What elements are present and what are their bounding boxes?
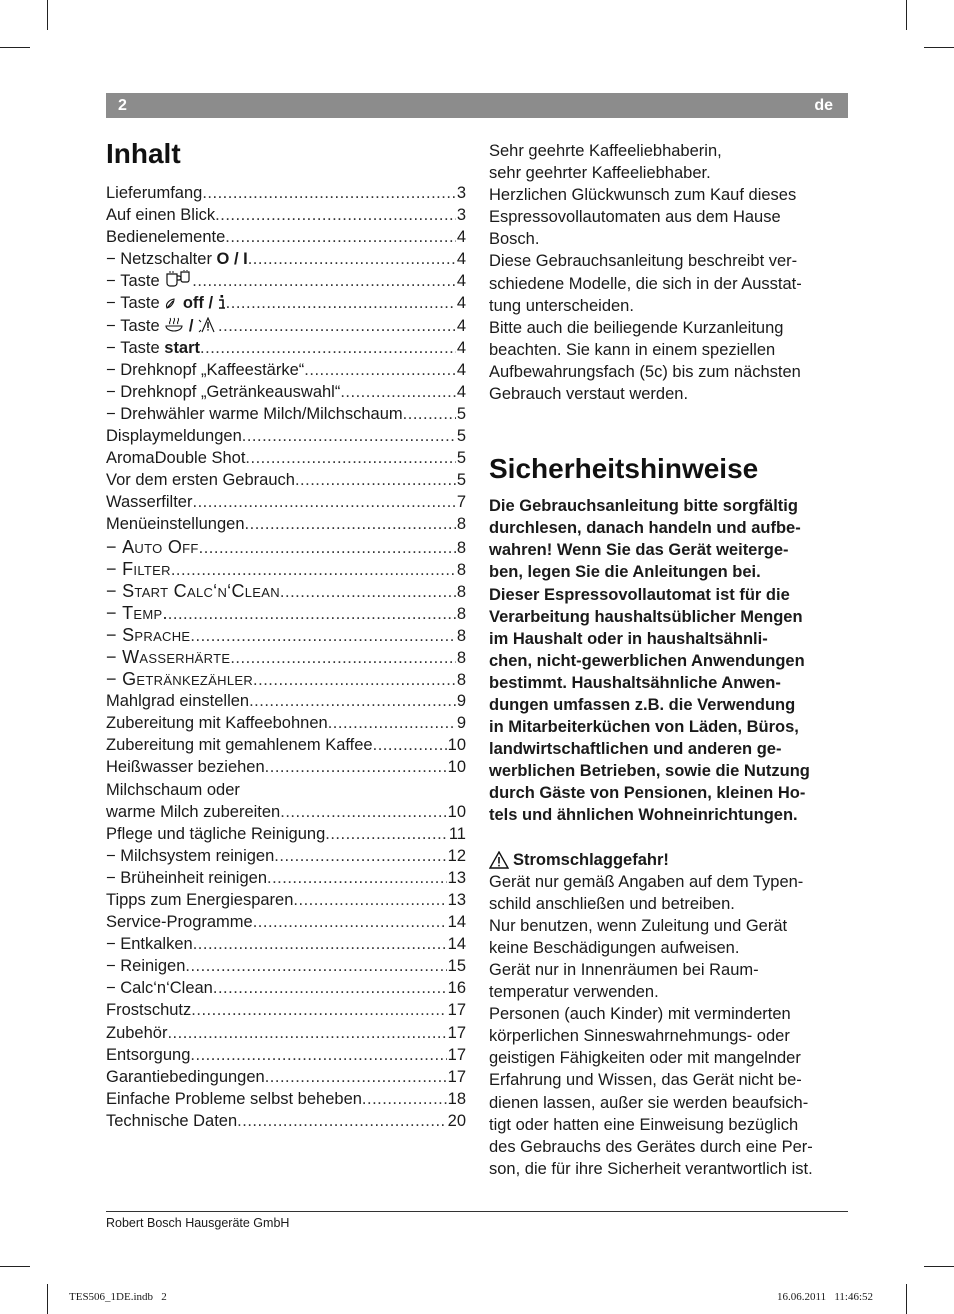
toc-entry-title: − Netzschalter O / I (106, 248, 248, 270)
toc-entry (106, 911, 466, 933)
toc-page-number: 8 (456, 560, 466, 579)
toc-page-number: 17 (447, 1067, 466, 1086)
intro-line: Herzlichen Glückwunsch zum Kauf dieses (489, 186, 797, 205)
intro-line: sehr geehrter Kaffeeliebhaber. (489, 164, 711, 183)
toc-page-number: 3 (456, 206, 466, 225)
toc-leader-dots (293, 889, 446, 911)
toc-leader-dots (190, 625, 455, 646)
toc-entry (106, 624, 466, 646)
warning-line: geistigen Fähigkeiten oder mit mangelnder (489, 1049, 801, 1068)
warning-line: dienen lassen, außer sie werden beaufsich- (489, 1093, 809, 1112)
toc-entry-title: Tipps zum Energiesparen (106, 891, 294, 909)
toc-entry-title: − Temp. (106, 602, 168, 624)
toc-leader-dots (185, 955, 446, 977)
toc-entry (106, 690, 466, 712)
crop-mark (0, 1266, 30, 1267)
toc-page-number: 16 (447, 979, 466, 998)
toc-leader-dots (325, 823, 448, 845)
toc-leader-dots (167, 1022, 446, 1044)
toc-page-number: 4 (456, 294, 466, 313)
toc-entry (106, 315, 466, 337)
toc-entry (106, 359, 466, 381)
toc-entry (106, 403, 466, 425)
toc-leader-dots (265, 1066, 447, 1088)
crop-mark (0, 47, 30, 48)
toc-page-number: 7 (456, 493, 466, 512)
toc-page-number: 8 (456, 538, 466, 557)
toc-entry-title: Technische Daten (106, 1111, 238, 1130)
toc-leader-dots (230, 647, 456, 668)
toc-entry (106, 226, 466, 248)
toc-page-number: 15 (447, 957, 466, 976)
toc-leader-dots (373, 734, 447, 756)
crop-mark (47, 0, 48, 30)
toc-page-number: 5 (456, 449, 466, 468)
toc-entry-title: − Auto Off (106, 536, 199, 558)
warning-line: Gerät nur gemäß Angaben auf dem Typen- (489, 872, 804, 891)
toc-entry-title: Displaymeldungen (106, 427, 242, 446)
page-number: 2 (118, 96, 127, 114)
cup-icon (164, 272, 192, 290)
toc-entry-title: Menüeinstellungen (106, 515, 245, 534)
safety-title: Sicherheitshinweise (489, 453, 759, 485)
toc-entry (106, 823, 466, 845)
toc-entry (106, 801, 466, 823)
toc-entry (106, 447, 466, 469)
toc-entry (106, 999, 466, 1021)
toc-leader-dots (242, 425, 456, 447)
toc-leader-dots (295, 469, 456, 491)
toc-entry (106, 1044, 466, 1066)
safety-intro (489, 495, 847, 826)
toc-entry-title: − Calc‘n‘Clean (106, 977, 213, 999)
intro-line: Espressovollautomaten aus dem Hause (489, 208, 781, 227)
intro-line: beachten. Sie kann in einem speziellen (489, 340, 776, 359)
toc-entry-title: Bedienelemente (106, 228, 226, 247)
toc-page-number: 5 (456, 427, 466, 446)
toc-leader-dots (248, 248, 456, 270)
toc-entry (106, 867, 466, 889)
intro-line: schiedene Modelle, die sich in der Ausstat- (489, 274, 802, 293)
toc-entry-title: − Drehknopf „Getränkeauswahl“ (106, 381, 340, 403)
toc-leader-dots (328, 712, 456, 734)
toc-entry (106, 1110, 466, 1132)
safety-line: Die Gebrauchsanleitung bitte sorgfältig (489, 497, 798, 516)
toc-page-number: 14 (447, 935, 466, 954)
warning-line: des Gebrauchs des Gerätes durch eine Per- (489, 1137, 813, 1156)
warning-heading (489, 849, 847, 871)
toc-page-number: 4 (456, 382, 466, 401)
toc-entry (106, 712, 466, 734)
warning-line: temperatur verwenden. (489, 983, 659, 1002)
safety-line: durchlesen, danach handeln und aufbe- (489, 519, 801, 538)
toc-entry-title: Wasserfilter (106, 493, 193, 512)
toc-page-number: 4 (456, 250, 466, 269)
toc-page-number: 13 (447, 891, 466, 909)
warning-line: Erfahrung und Wissen, das Gerät nicht be- (489, 1071, 802, 1090)
toc-leader-dots (267, 867, 447, 889)
toc-entry-title: − Getränkezähler (106, 668, 253, 690)
toc-entry (106, 889, 466, 911)
crop-mark (906, 0, 907, 30)
toc-entry-title: − Milchsystem reinigen (106, 845, 274, 867)
toc-leader-dots (202, 182, 456, 204)
toc-entry (106, 292, 466, 314)
toc-leader-dots (193, 933, 447, 955)
crop-mark (906, 1284, 907, 1314)
toc-page-number: 8 (456, 626, 466, 645)
toc-leader-dots (249, 690, 456, 712)
toc-page-number: 3 (456, 184, 466, 202)
warning-line: Gerät nur in Innenräumen bei Raum- (489, 961, 759, 979)
toc-leader-dots (403, 403, 456, 425)
crop-mark (924, 1266, 954, 1267)
toc-page-number: 5 (456, 404, 466, 423)
toc-entry-title: Pflege und tägliche Reinigung (106, 824, 326, 843)
warning-triangle-icon (489, 851, 509, 869)
safety-line: chen, nicht-gewerblichen Anwendungen (489, 651, 805, 670)
toc-leader-dots (218, 315, 456, 337)
intro-line: Gebrauch verstaut werden. (489, 385, 689, 404)
info-icon (218, 294, 226, 312)
footer-company: Robert Bosch Hausgeräte GmbH (106, 1216, 290, 1230)
toc-page-number: 4 (456, 360, 466, 379)
toc-entry (106, 270, 466, 292)
toc-leader-dots (245, 513, 456, 535)
print-slug-file: TES506_1DE.indb 2 (69, 1291, 167, 1303)
toc-page-number: 17 (447, 1023, 466, 1042)
toc-entry-title: − Filter (106, 558, 171, 580)
toc-entry (106, 646, 466, 668)
toc-list (106, 182, 466, 1132)
warning-icon (198, 317, 218, 335)
toc-entry (106, 1022, 466, 1044)
toc-entry (106, 933, 466, 955)
footer-rule (106, 1211, 848, 1212)
toc-leader-dots (280, 801, 446, 823)
toc-page-number: 8 (456, 604, 466, 623)
toc-entry-title: − Entkalken (106, 933, 193, 955)
toc-entry-title: Heißwasser beziehen (106, 758, 265, 777)
safety-line: bestimmt. Haushaltsähnliche Anwen- (489, 673, 781, 692)
toc-leader-dots (192, 491, 455, 513)
toc-entry-title: Garantiebedingungen (106, 1067, 265, 1086)
warning-line: schild anschließen und betreiben. (489, 894, 735, 913)
toc-leader-dots (237, 1110, 446, 1132)
toc-entry (106, 734, 466, 756)
toc-page-number: 10 (447, 758, 466, 777)
toc-leader-dots (362, 1088, 447, 1110)
toc-entry (106, 779, 466, 801)
toc-entry-title: − Taste / (106, 315, 218, 337)
toc-leader-dots (225, 226, 456, 248)
toc-page-number: 17 (447, 1001, 466, 1020)
toc-page-number: 4 (456, 272, 466, 291)
toc-entry (106, 182, 466, 204)
toc-leader-dots (171, 559, 456, 580)
toc-entry (106, 580, 466, 602)
toc-entry (106, 513, 466, 535)
toc-entry (106, 602, 466, 624)
toc-title: Inhalt (106, 138, 181, 169)
toc-page-number: 10 (447, 736, 466, 755)
toc-leader-dots (191, 999, 446, 1021)
toc-leader-dots (280, 581, 456, 602)
toc-page-number: 4 (456, 228, 466, 247)
safety-line: dungen umfassen z.B. die Verwendung (489, 695, 796, 714)
toc-page-number: 8 (456, 582, 466, 601)
safety-line: ben, legen Sie die Anleitungen bei. (489, 563, 761, 582)
toc-leader-dots (168, 603, 456, 624)
toc-entry-title: − Sprache (106, 624, 190, 646)
toc-page-number: 5 (456, 471, 466, 490)
toc-entry (106, 558, 466, 580)
toc-page-number: 10 (447, 802, 466, 821)
toc-leader-dots (199, 537, 456, 558)
toc-entry-title: Auf einen Blick (106, 206, 216, 225)
toc-leader-dots (253, 669, 456, 690)
toc-entry (106, 955, 466, 977)
safety-line: landwirtschaftlichen und anderen ge- (489, 740, 782, 759)
language-code: de (814, 96, 833, 114)
toc-page-number: 8 (456, 648, 466, 667)
toc-entry-title: − Start Calc‘n‘Clean (106, 580, 280, 602)
toc-entry-title: Einfache Probleme selbst beheben (106, 1089, 362, 1108)
toc-entry-title: − Reinigen (106, 955, 185, 977)
safety-line: Dieser Espressovollautomat ist für die (489, 585, 790, 604)
toc-entry-title: Zubereitung mit gemahlenem Kaffee (106, 736, 373, 755)
toc-entry (106, 668, 466, 690)
intro-line: Aufbewahrungsfach (5c) bis zum nächsten (489, 362, 801, 381)
toc-page-number: 4 (456, 316, 466, 335)
toc-leader-dots (213, 977, 447, 999)
toc-leader-dots (245, 447, 455, 469)
toc-entry (106, 469, 466, 491)
toc-page-number: 4 (456, 338, 466, 357)
toc-leader-dots (226, 292, 456, 314)
safety-line: im Haushalt oder in haushaltsähnli- (489, 629, 768, 648)
table-of-contents (106, 136, 466, 1132)
toc-page-number: 20 (447, 1111, 466, 1130)
toc-leader-dots (200, 337, 456, 359)
toc-entry-title: − Brüheinheit reinigen (106, 867, 267, 889)
crop-mark (47, 1284, 48, 1314)
toc-leader-dots (215, 204, 456, 226)
safety-line: in Mitarbeiterküchen von Läden, Büros, (489, 718, 799, 737)
warning-title: Stromschlaggefahr! (513, 850, 669, 869)
intro-line: Sehr geehrte Kaffeeliebhaberin, (489, 142, 722, 160)
warning-line: keine Beschädigungen aufweisen. (489, 938, 740, 957)
toc-entry (106, 1088, 466, 1110)
toc-entry-title: Zubereitung mit Kaffeebohnen (106, 714, 328, 733)
warning-line: son, die für ihre Sicherheit verantwortlich ist. (489, 1159, 813, 1178)
toc-leader-dots (192, 270, 456, 292)
intro-text (489, 140, 847, 405)
print-slug-timestamp: 16.06.2011 11:46:52 (777, 1291, 874, 1303)
toc-page-number: 8 (456, 515, 466, 534)
toc-entry-title: − Wasserhärte (106, 646, 230, 668)
toc-entry (106, 204, 466, 226)
warning-text (489, 871, 847, 1180)
intro-line: tung unterscheiden. (489, 296, 634, 315)
safety-line: wahren! Wenn Sie das Gerät weiterge- (489, 541, 789, 560)
safety-line: Verarbeitung haushaltsüblicher Mengen (489, 607, 803, 626)
toc-page-number: 17 (447, 1045, 466, 1064)
steam-icon (164, 317, 184, 335)
toc-entry-title: warme Milch zubereiten (106, 802, 281, 821)
safety-line: durch Gäste von Pensionen, kleinen Ho- (489, 784, 806, 803)
toc-entry-title: Lieferumfang (106, 184, 203, 202)
toc-leader-dots (304, 359, 456, 381)
toc-entry-title: − Taste start (106, 337, 200, 359)
toc-leader-dots (253, 911, 447, 933)
toc-leader-dots (190, 1044, 446, 1066)
toc-page-number: 8 (456, 671, 466, 690)
toc-entry-title: − Taste (106, 270, 192, 292)
safety-line: tels und ähnlichen Wohneinrichtungen. (489, 806, 798, 825)
toc-page-number: 9 (456, 692, 466, 711)
toc-entry (106, 756, 466, 778)
toc-page-number: 18 (447, 1089, 466, 1108)
toc-page-number: 11 (448, 824, 466, 843)
toc-entry (106, 1066, 466, 1088)
aroma-icon (164, 294, 178, 312)
toc-leader-dots (274, 845, 446, 867)
toc-entry-title: − Drehwähler warme Milch/Milchschaum (106, 403, 403, 425)
toc-entry-title: Vor dem ersten Gebrauch (106, 471, 295, 490)
toc-leader-dots (265, 756, 447, 778)
toc-entry-title: Frostschutz (106, 1001, 192, 1020)
toc-page-number: 14 (447, 913, 466, 932)
toc-page-number: 12 (447, 846, 466, 865)
crop-mark (924, 47, 954, 48)
toc-entry (106, 491, 466, 513)
toc-entry (106, 337, 466, 359)
safety-line: werblichen Betrieben, sowie die Nutzung (489, 762, 810, 781)
toc-page-number: 13 (447, 868, 466, 887)
warning-line: Personen (auch Kinder) mit verminderten (489, 1005, 791, 1024)
toc-entry (106, 381, 466, 403)
toc-entry (106, 845, 466, 867)
toc-entry-title: AromaDouble Shot (106, 449, 246, 468)
toc-entry (106, 248, 466, 270)
toc-leader-dots (340, 381, 455, 403)
toc-page-number: 9 (456, 714, 466, 733)
toc-entry-title: − Drehknopf „Kaffeestärke“ (106, 359, 304, 381)
toc-entry-title: Entsorgung (106, 1045, 191, 1064)
toc-entry-title: Service-Programme (106, 913, 253, 932)
warning-line: tigt oder hatten eine Einweisung bezüglich (489, 1115, 799, 1134)
warning-line: Nur benutzen, wenn Zuleitung und Gerät (489, 916, 788, 935)
toc-entry-title: Mahlgrad einstellen (106, 692, 250, 711)
toc-entry (106, 536, 466, 558)
intro-line: Diese Gebrauchsanleitung beschreibt ver- (489, 252, 798, 271)
toc-entry-title: − Taste off / (106, 292, 226, 314)
right-column (489, 140, 847, 1180)
toc-entry-title: Milchschaum oder (106, 780, 240, 799)
toc-entry (106, 977, 466, 999)
toc-entry-title: Zubehör (106, 1023, 168, 1042)
intro-line: Bosch. (489, 230, 540, 249)
intro-line: Bitte auch die beiliegende Kurzanleitung (489, 318, 784, 337)
warning-line: körperlichen Sinneswahrnehmungs- oder (489, 1027, 790, 1046)
toc-entry (106, 425, 466, 447)
page-header-bar (106, 93, 848, 118)
